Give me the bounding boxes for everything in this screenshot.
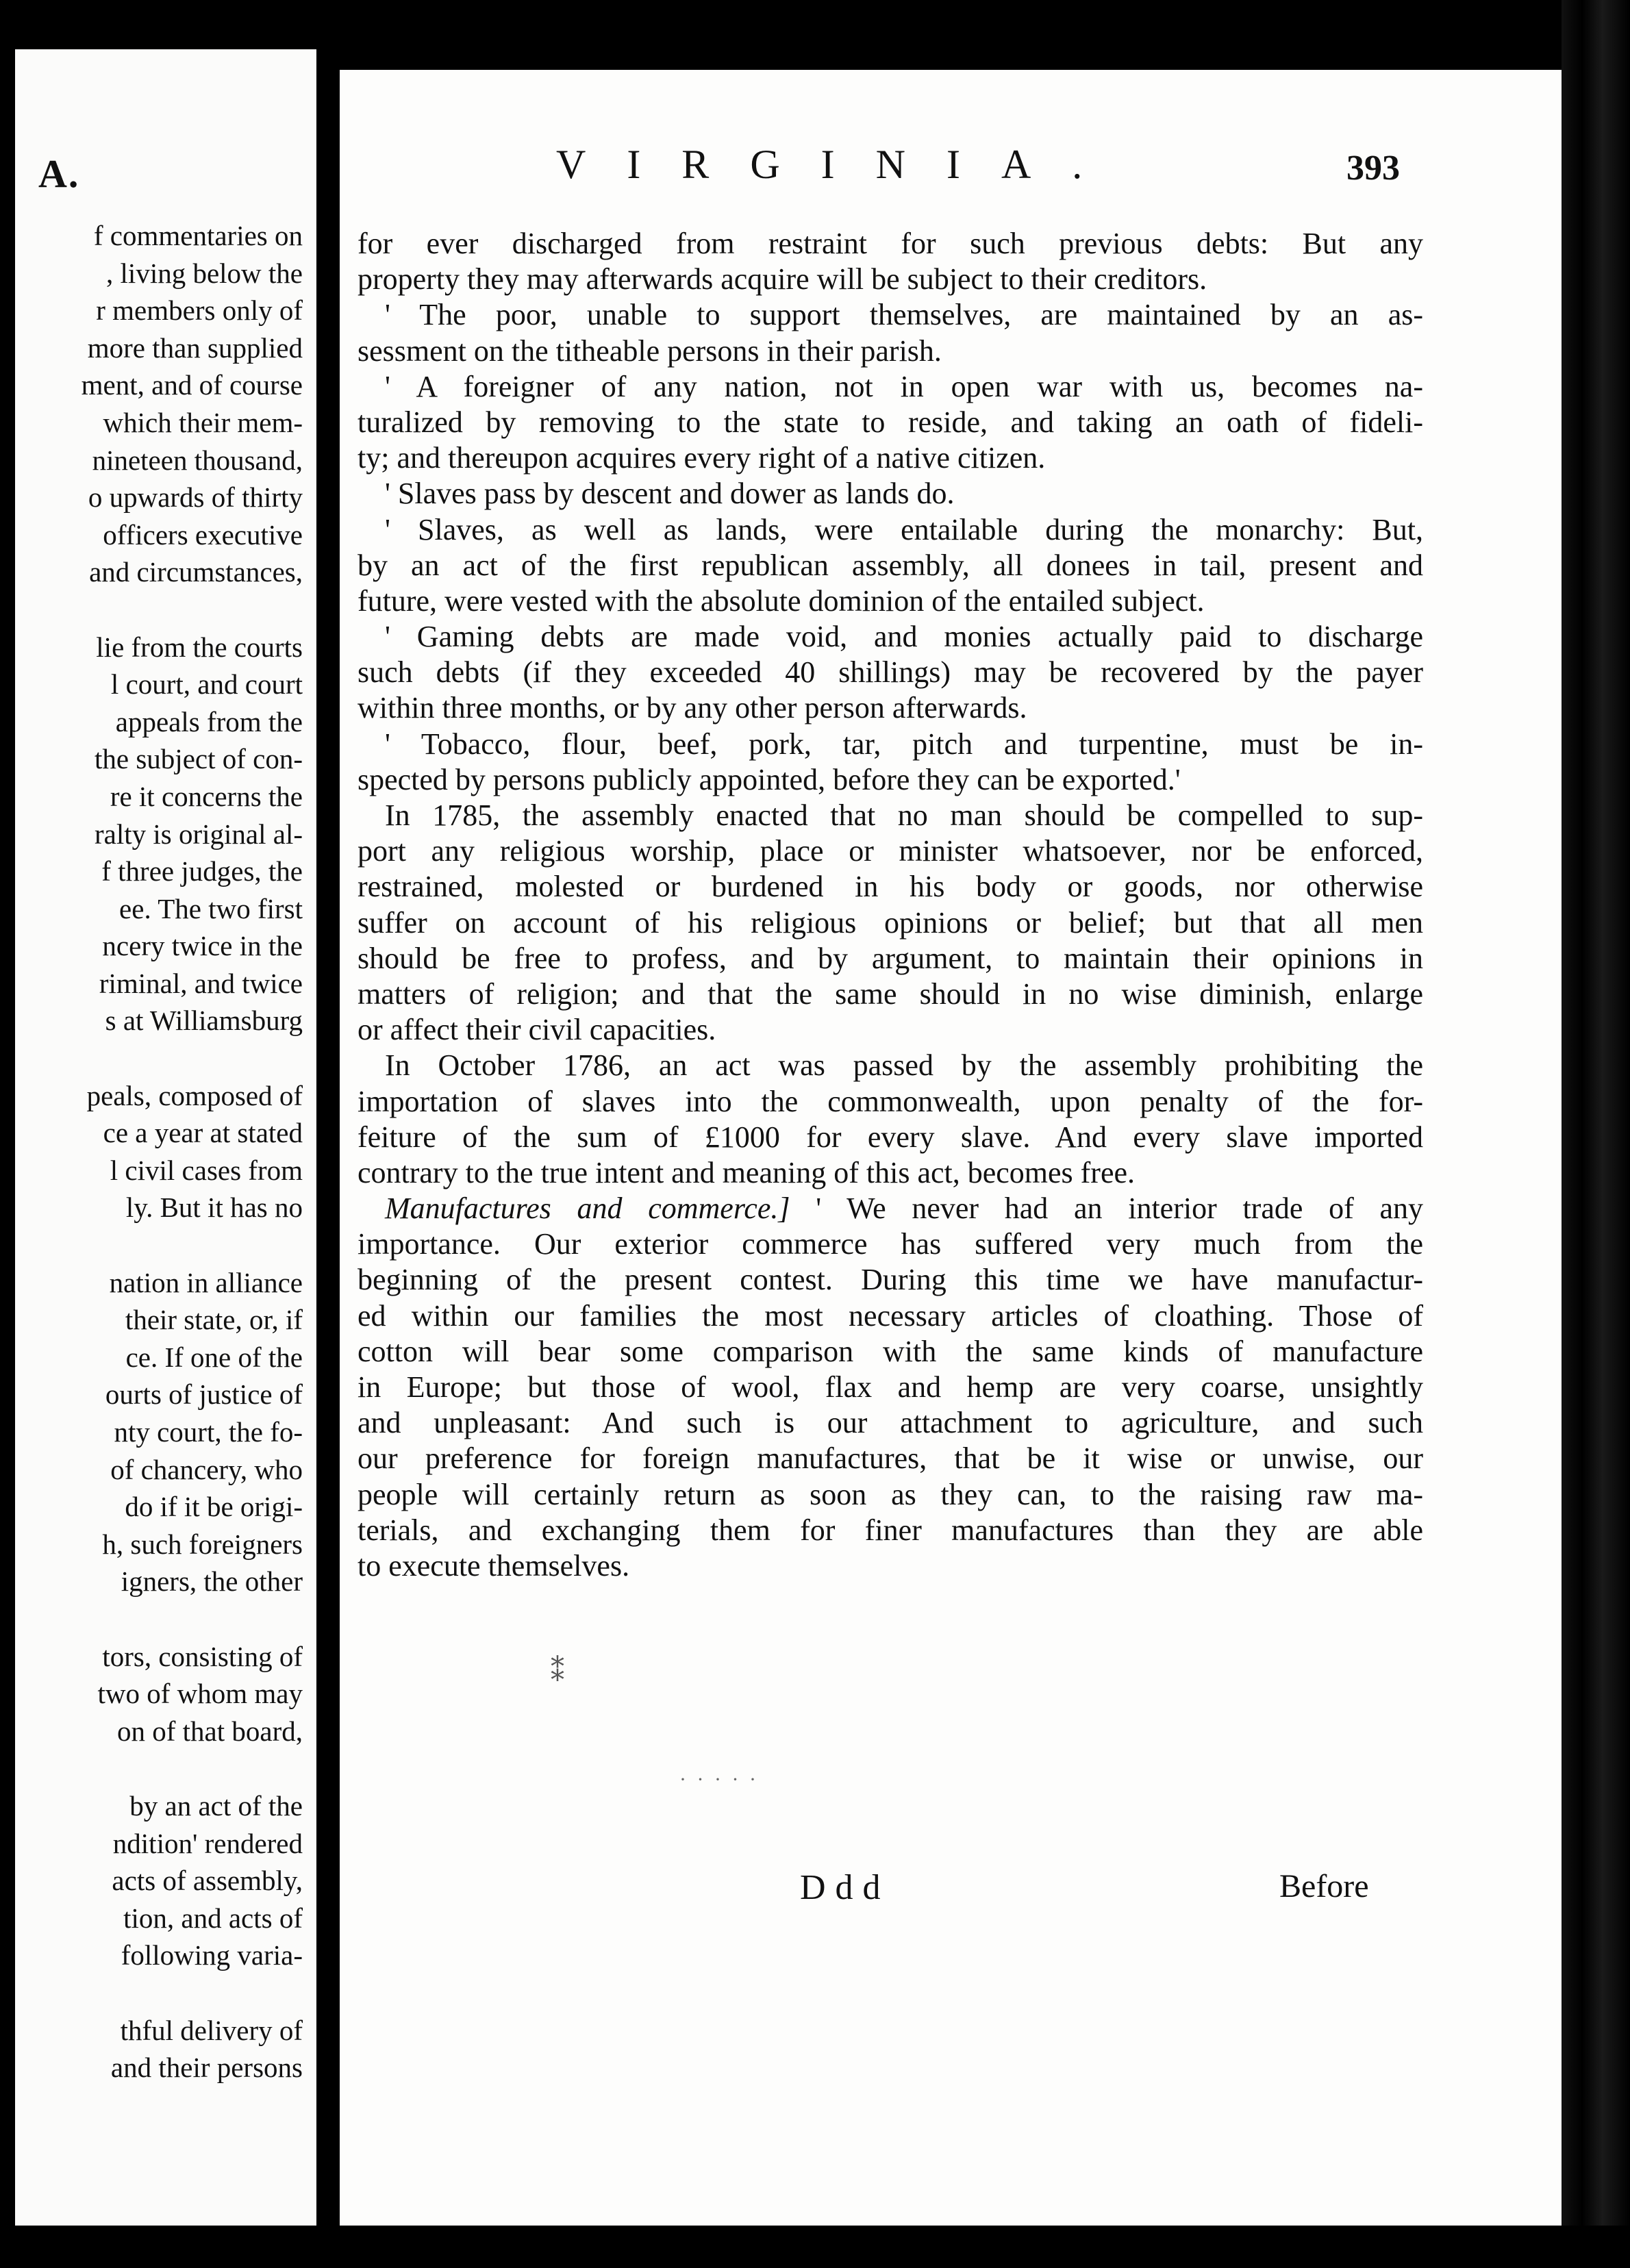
previous-page-line: f commentaries on — [93, 220, 303, 251]
text-line: and unpleasant: And such is our attachment to agriculture, and such — [358, 1406, 1423, 1440]
previous-page-line: nty court, the fo- — [114, 1416, 303, 1448]
previous-page-line: ment, and of course — [81, 369, 303, 401]
previous-page-line: ee. The two first — [119, 892, 303, 924]
text-line: matters of religion; and that the same should in no wise diminish, enlarge — [358, 977, 1423, 1011]
text-line: cotton will bear some comparison with the same kinds of manufacture — [358, 1334, 1423, 1368]
previous-page-gap — [82, 1226, 303, 1264]
text-line-rest: ' We never had an interior trade of any — [816, 1192, 1423, 1226]
previous-page-line: and their persons — [110, 2052, 303, 2084]
text-line: for ever discharged from restraint for such previous debts: But any — [358, 227, 1423, 260]
text-line: turalized by removing to the state to reside, and taking an oath of fideli- — [358, 405, 1423, 439]
text-line: ' Slaves, as well as lands, were entailable during the monarchy: But, — [385, 512, 1423, 546]
manufactures-heading: Manufactures and commerce.] — [385, 1192, 790, 1226]
text-line: people will certainly return as soon as they can, to the raising raw ma- — [358, 1477, 1423, 1511]
text-line: or affect their civil capacities. — [358, 1013, 716, 1047]
ornament-mark: ⁑ — [551, 1656, 564, 1687]
text-line: In October 1786, an act was passed by the assembly prohibiting the — [385, 1048, 1423, 1083]
previous-page-line: do if it be origi- — [125, 1491, 303, 1523]
previous-page-line: which their mem- — [103, 406, 303, 438]
text-line: contrary to the true intent and meaning of this act, becomes free. — [358, 1155, 1136, 1189]
previous-page-line: of chancery, who — [110, 1453, 303, 1485]
previous-page-line: peals, composed of — [86, 1079, 303, 1111]
previous-page-line: lie from the courts — [96, 631, 303, 663]
scan-frame-right — [1562, 0, 1630, 2268]
previous-page-gap — [82, 1040, 303, 1077]
signature-mark: Ddd — [800, 1868, 890, 1907]
text-line: ' Gaming debts are made void, and monies actually paid to discharge — [385, 620, 1423, 654]
previous-page-line: riminal, and twice — [99, 967, 303, 999]
previous-page-line: s at Williamsburg — [105, 1005, 303, 1037]
text-line: by an act of the first republican assembly, all donees in tail, present and — [358, 548, 1423, 582]
text-line: ' Tobacco, flour, beef, pork, tar, pitch and turpentine, must be in- — [385, 727, 1423, 761]
text-line: restrained, molested or burdened in his body or goods, nor otherwise — [358, 870, 1423, 904]
previous-page-fragment — [15, 49, 316, 2226]
text-line: beginning of the present contest. During this time we have manufactur- — [358, 1263, 1423, 1297]
text-line: within three months, or by any other person afterwards. — [358, 691, 1027, 725]
previous-page-line: ce. If one of the — [125, 1341, 303, 1373]
scan-frame-bottom — [0, 2226, 1630, 2268]
scan-frame-top — [0, 0, 1630, 48]
book-gutter — [316, 0, 340, 2268]
previous-page-line: their state, or, if — [125, 1304, 303, 1336]
previous-page-text — [82, 217, 303, 2087]
previous-page-header: A. — [38, 151, 80, 196]
previous-page-line: the subject of con- — [95, 743, 303, 775]
previous-page-gap — [82, 1750, 303, 1787]
text-line: importance. Our exterior commerce has suffered very much from the — [358, 1227, 1423, 1261]
previous-page-line: o upwards of thirty — [88, 481, 303, 514]
text-line: property they may afterwards acquire will be subject to their creditors. — [358, 262, 1207, 297]
previous-page-line: ndition' rendered — [112, 1827, 303, 1859]
previous-page-line: more than supplied — [87, 331, 303, 364]
text-line: ed within our families the most necessary articles of cloathing. Those of — [358, 1298, 1423, 1333]
previous-page-line: thful delivery of — [120, 2014, 303, 2046]
previous-page-line: f three judges, the — [101, 855, 303, 887]
previous-page-line: nineteen thousand, — [92, 444, 303, 476]
previous-page-line: acts of assembly, — [112, 1865, 303, 1897]
previous-page-line: by an act of the — [129, 1789, 303, 1822]
text-line: port any religious worship, place or minister whatsoever, nor be enforced, — [358, 834, 1423, 868]
previous-page-line: re it concerns the — [110, 780, 303, 812]
previous-page-line: igners, the other — [121, 1565, 303, 1598]
text-line: suffer on account of his religious opinions or belief; but that all men — [358, 905, 1423, 940]
running-title: VIRGINIA. — [556, 142, 1124, 187]
previous-page-line: l civil cases from — [110, 1154, 303, 1186]
catchword: Before — [1279, 1868, 1369, 1904]
previous-page-line: on of that board, — [117, 1715, 303, 1747]
text-line: to execute themselves. — [358, 1548, 630, 1583]
previous-page-line: , living below the — [106, 257, 303, 289]
previous-page-gap — [82, 591, 303, 629]
page-number: 393 — [1346, 149, 1400, 188]
scan-frame-left — [0, 0, 15, 2268]
text-line: In 1785, the assembly enacted that no man should be compelled to sup- — [385, 798, 1423, 832]
previous-page-line: ly. But it has no — [125, 1192, 303, 1224]
text-line: ty; and thereupon acquires every right of a native citizen. — [358, 441, 1046, 475]
text-line: ' A foreigner of any nation, not in open war with us, becomes na- — [385, 369, 1423, 403]
text-line: sessment on the titheable persons in their parish. — [358, 333, 942, 368]
previous-page-line: tors, consisting of — [102, 1640, 303, 1672]
previous-page-gap — [82, 1974, 303, 2012]
previous-page-line: r members only of — [96, 294, 303, 327]
text-line: should be free to profess, and by argument, to maintain their opinions in — [358, 941, 1423, 975]
previous-page-line: tion, and acts of — [123, 1902, 303, 1934]
text-line: importation of slaves into the commonwealth, upon penalty of the for- — [358, 1084, 1423, 1118]
previous-page-line: ce a year at stated — [103, 1117, 303, 1149]
body-text — [358, 226, 1423, 1584]
previous-page-line: l court, and court — [110, 668, 303, 701]
previous-page-line: ncery twice in the — [102, 930, 303, 962]
previous-page-line: two of whom may — [97, 1678, 303, 1710]
text-line: spected by persons publicly appointed, before they can be exported.' — [358, 762, 1181, 796]
previous-page-line: h, such foreigners — [102, 1528, 303, 1560]
text-line: our preference for foreign manufactures, that be it wise or unwise, our — [358, 1441, 1423, 1476]
running-head — [340, 141, 1562, 189]
previous-page-line: appeals from the — [115, 705, 303, 738]
previous-page-line: following varia- — [121, 1939, 303, 1971]
previous-page-line: ourts of justice of — [105, 1378, 303, 1411]
text-line: such debts (if they exceeded 40 shillings) may be recovered by the payer — [358, 655, 1423, 690]
text-line: ' Slaves pass by descent and dower as lands do. — [385, 477, 955, 511]
text-line: future, were vested with the absolute dominion of the entailed subject. — [358, 583, 1205, 618]
previous-page-line: and circumstances, — [89, 556, 303, 588]
previous-page-line: officers executive — [103, 518, 303, 551]
text-line-manufactures — [358, 1191, 1423, 1226]
previous-page-gap — [82, 1600, 303, 1638]
text-line: in Europe; but those of wool, flax and hemp are very coarse, unsightly — [358, 1370, 1423, 1404]
text-line: feiture of the sum of £1000 for every slave. And every slave imported — [358, 1120, 1423, 1154]
text-line: ' The poor, unable to support themselves, are maintained by an as- — [385, 298, 1423, 332]
main-page — [340, 70, 1562, 2226]
previous-page-line: ralty is original al- — [95, 818, 303, 850]
previous-page-line: nation in alliance — [109, 1266, 303, 1298]
text-line: terials, and exchanging them for finer manufactures than they are able — [358, 1513, 1423, 1547]
ornament-mark: · · · · · — [679, 1768, 759, 1791]
